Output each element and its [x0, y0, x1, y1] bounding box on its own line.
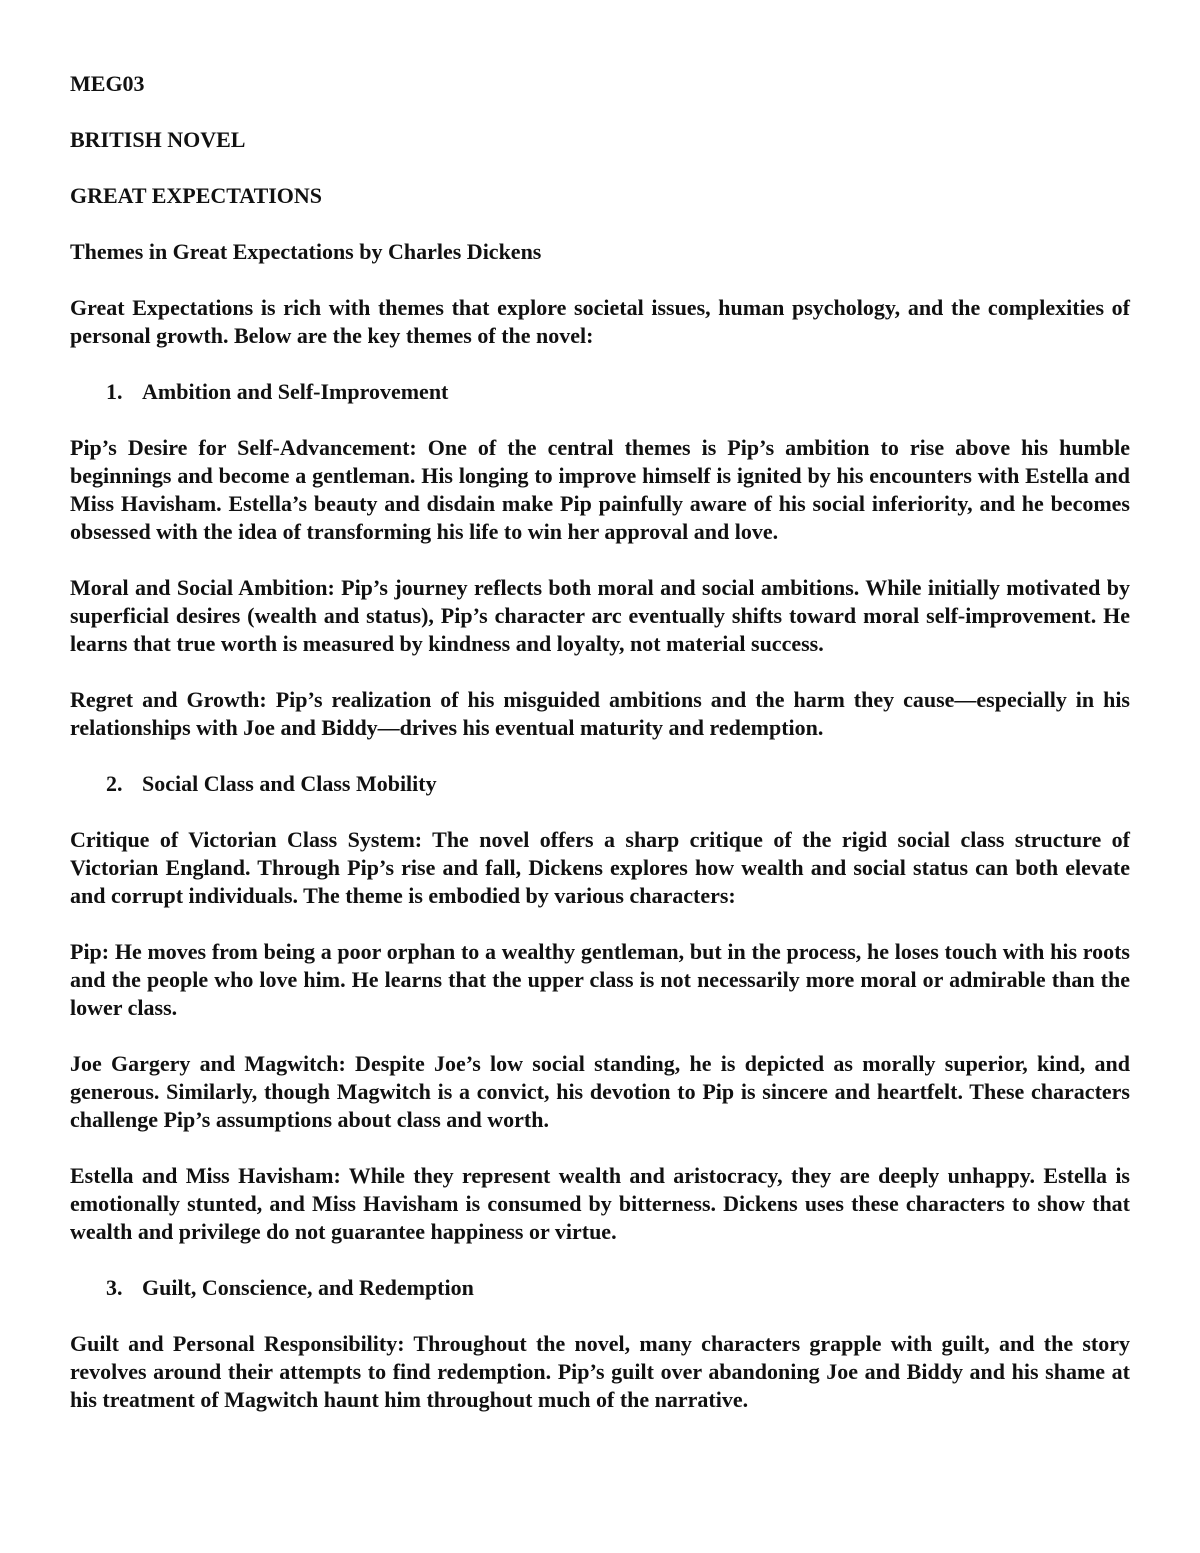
paragraph: Joe Gargery and Magwitch: Despite Joe’s low social standing, he is depicted as morally superior, kind, and generous. Similarly, though Magwitch is a convict, his devotion to Pip is sincere and heartfelt. These characters challenge Pip’s assumptions about class and worth. [70, 1051, 1130, 1132]
course-title: BRITISH NOVEL [70, 127, 246, 152]
paragraph: Pip: He moves from being a poor orphan to a wealthy gentleman, but in the process, he loses touch with his roots and the people who love him. He learns that the upper class is not necessarily more moral or admirable than the lower class. [70, 939, 1130, 1020]
paragraph: Pip’s Desire for Self-Advancement: One of the central themes is Pip’s ambition to rise above his humble beginnings and become a gentleman. His longing to improve himself is ignited by his encounters with Estella and Miss Havisham. Estella’s beauty and disdain make Pip painfully aware of his social inferiority, and he becomes obsessed with the idea of transforming his life to win her approval and love. [70, 435, 1130, 544]
document-page [70, 70, 1130, 1442]
paragraph: Regret and Growth: Pip’s realization of his misguided ambitions and the harm they cause—especially in his relationships with Joe and Biddy—drives his eventual maturity and redemption. [70, 687, 1130, 740]
section-number: 1. [106, 379, 123, 404]
section-heading-text: Guilt, Conscience, and Redemption [142, 1275, 474, 1300]
document-title: Themes in Great Expectations by Charles Dickens [70, 239, 542, 264]
section-heading-text: Ambition and Self-Improvement [142, 379, 449, 404]
book-title: GREAT EXPECTATIONS [70, 183, 323, 208]
paragraph: Moral and Social Ambition: Pip’s journey reflects both moral and social ambitions. While initially motivated by superficial desires (wealth and status), Pip’s character arc eventually shifts toward moral self-improvement. He learns that true worth is measured by kindness and loyalty, not material success. [70, 575, 1130, 656]
course-code: MEG03 [70, 71, 145, 96]
section-heading-text: Social Class and Class Mobility [142, 771, 437, 796]
paragraph: Critique of Victorian Class System: The novel offers a sharp critique of the rigid social class structure of Victorian England. Through Pip’s rise and fall, Dickens explores how wealth and social status can both elevate and corrupt individuals. The theme is embodied by various characters: [70, 827, 1130, 908]
section-heading-2 [70, 770, 1130, 798]
paragraph: Estella and Miss Havisham: While they represent wealth and aristocracy, they are deeply unhappy. Estella is emotionally stunted, and Miss Havisham is consumed by bitterness. Dickens uses these characters to show that wealth and privilege do not guarantee happiness or virtue. [70, 1163, 1130, 1244]
intro-paragraph: Great Expectations is rich with themes that explore societal issues, human psychology, and the complexities of personal growth. Below are the key themes of the novel: [70, 295, 1130, 348]
section-heading-3 [70, 1274, 1130, 1302]
section-number: 2. [106, 771, 123, 796]
section-number: 3. [106, 1275, 123, 1300]
section-heading-1 [70, 378, 1130, 406]
paragraph: Guilt and Personal Responsibility: Throughout the novel, many characters grapple with guilt, and the story revolves around their attempts to find redemption. Pip’s guilt over abandoning Joe and Biddy and his shame at his treatment of Magwitch haunt him throughout much of the narrative. [70, 1331, 1130, 1412]
